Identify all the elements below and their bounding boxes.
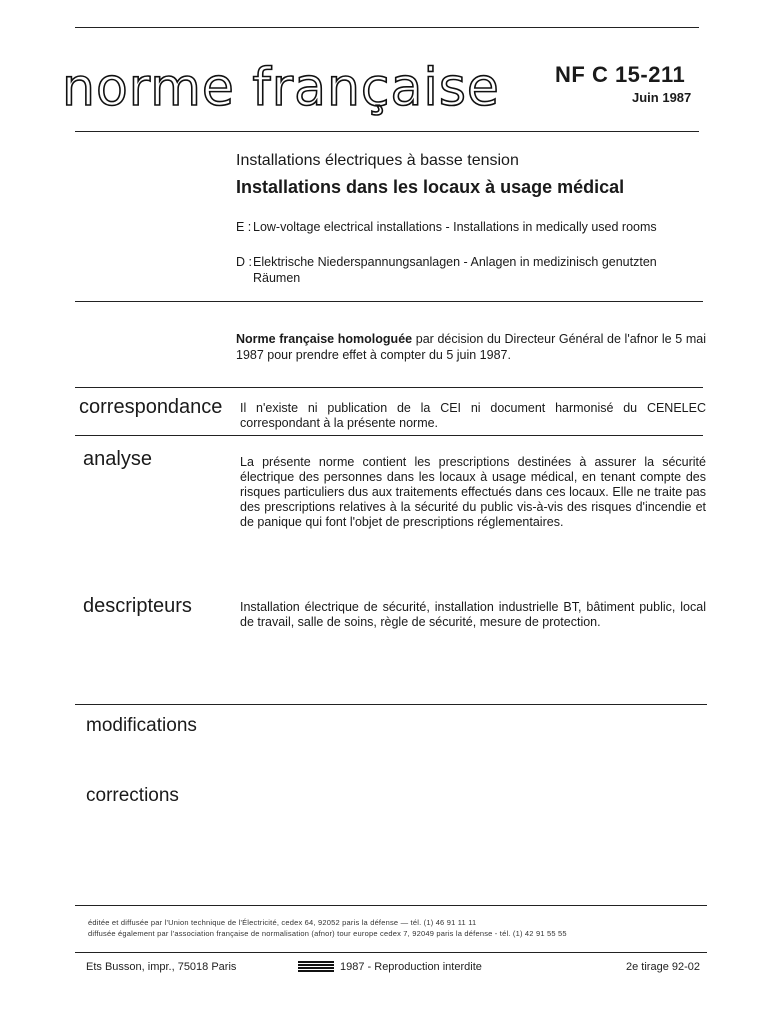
- section-rule: [75, 704, 707, 705]
- copyright-notice: 1987 - Reproduction interdite: [340, 961, 482, 973]
- standard-reference: NF C 15-211: [555, 62, 686, 87]
- title-rule: [75, 301, 703, 302]
- publication-date: Juin 1987: [632, 90, 692, 105]
- header-rule: [75, 131, 699, 132]
- footer-publisher-line: éditée et diffusée par l'Union technique de l'Électricité, cedex 64, 92052 paris la défense — tél. (1) 46 91 11 11: [88, 918, 477, 927]
- homologation-lead: Norme française homologuée: [236, 332, 413, 346]
- homologation-text: par décision du Directeur Général de l'afnor le 5 mai 1987 pour prendre effet à compter du 5 juin 1987.: [236, 332, 706, 362]
- language-code: D :: [236, 255, 252, 269]
- section-body-analyse: La présente norme contient les prescriptions destinées à assurer la sécurité électrique des personnes dans les locaux à usage médical, en tenant compte des risques particuliers dus aux traitements effectués dans ces locaux. Elle ne traite pas des prescriptions relatives à la sécurité du public vis-à-vis des risques d'incendie et de panique qui font l'objet de prescriptions réglementaires.: [240, 455, 706, 529]
- footer-distributor-line: diffusée également par l'association française de normalisation (afnor) tour europe cedex 7, 92049 paris la défense - tél. (1) 42 91 55 55: [88, 929, 567, 938]
- section-heading-correspondance: correspondance: [79, 396, 223, 418]
- ute-logo: [298, 960, 334, 972]
- brand-title: norme française: [62, 58, 500, 118]
- top-rule: [75, 27, 699, 28]
- section-body-descripteurs: Installation électrique de sécurité, installation industrielle BT, bâtiment public, local de travail, salle de soins, règle de sécurité, mesure de protection.: [240, 600, 706, 629]
- section-heading-corrections: corrections: [86, 785, 179, 806]
- document-title: Installations dans les locaux à usage médical: [236, 177, 625, 197]
- section-body-correspondance: Il n'existe ni publication de la CEI ni document harmonisé du CENELEC correspondant à la présente norme.: [240, 401, 706, 430]
- print-edition: 2e tirage 92-02: [626, 961, 700, 973]
- section-heading-modifications: modifications: [86, 715, 197, 736]
- footer-rule: [75, 905, 707, 906]
- translation-text: Elektrische Niederspannungsanlagen - Anlagen in medizinisch genutzten Räumen: [253, 255, 657, 285]
- translation-german: [236, 254, 706, 286]
- document-subtitle: Installations électriques à basse tension: [236, 152, 519, 169]
- section-rule: [75, 435, 703, 436]
- translation-text: Low-voltage electrical installations - Installations in medically used rooms: [253, 220, 657, 234]
- printer-credit: Ets Busson, impr., 75018 Paris: [86, 961, 237, 973]
- footer-rule: [75, 952, 707, 953]
- language-code: E :: [236, 220, 252, 234]
- homologation-notice: [236, 331, 706, 363]
- section-rule: [75, 387, 703, 388]
- translation-english: [236, 219, 706, 235]
- section-heading-analyse: analyse: [83, 448, 152, 470]
- section-heading-descripteurs: descripteurs: [83, 595, 192, 617]
